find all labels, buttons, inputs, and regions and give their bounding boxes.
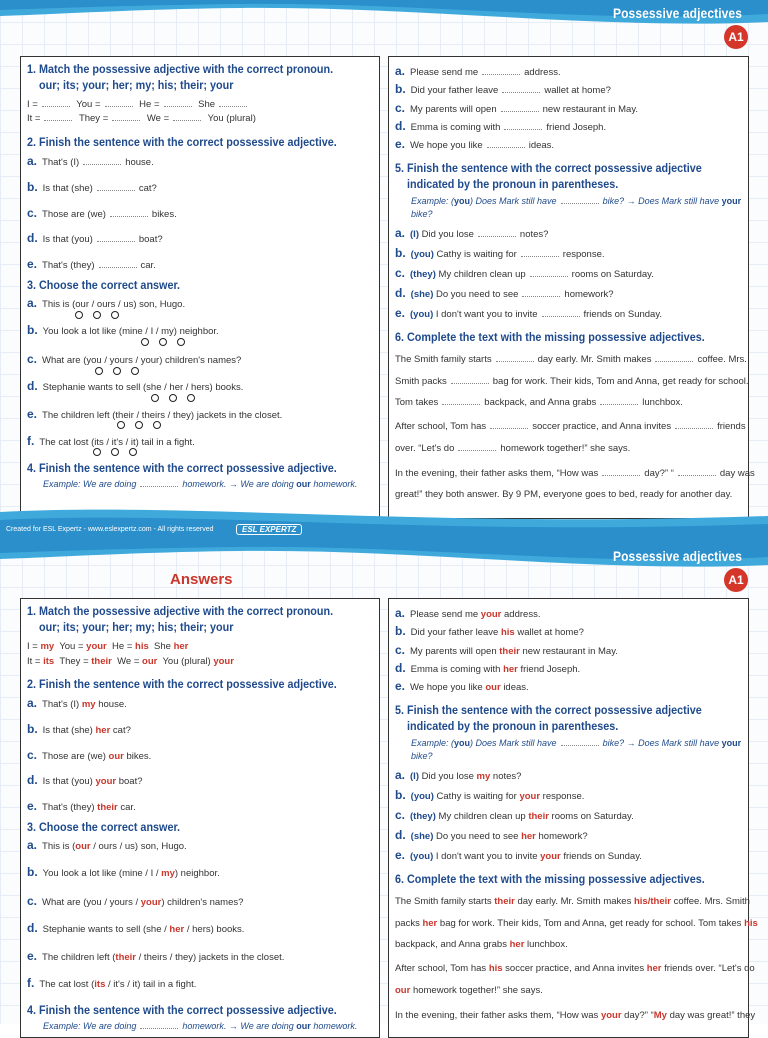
level-badge: A1 — [724, 25, 748, 49]
q5-answer-a: a. (I) Did you lose my notes? — [395, 768, 522, 782]
q2-item-d: d. Is that (you) boat? — [27, 231, 163, 245]
q6-text-line: In the evening, their father asks them, “How was day?” “ day was — [395, 468, 755, 479]
q5-item-d: d. (she) Do you need to see homework? — [395, 286, 614, 300]
q1-heading: 1. Match the possessive adjective with the correct pronoun. — [27, 604, 334, 618]
q6-answer-line: The Smith family starts their day early. Mr. Smith makes his/their coffee. Mrs. Smith — [395, 896, 750, 907]
option-radio[interactable] — [95, 367, 103, 375]
q5-heading-line2: indicated by the pronoun in parentheses. — [407, 719, 619, 733]
q6-text-line: Tom takes backpack, and Anna grabs lunchbox. — [395, 397, 683, 408]
option-radio[interactable] — [169, 394, 177, 402]
q3-item-c: c. What are (you / yours / your) children's names? — [27, 352, 242, 366]
q3-options-f — [93, 448, 137, 456]
q4-heading: 4. Finish the sentence with the correct possessive adjective. — [27, 1003, 337, 1017]
exercise-panel-right — [388, 56, 755, 519]
q3-answer-c: c. What are (you / yours / your) children's names? — [27, 894, 244, 908]
q4-item-e: e. We hope you like ideas. — [395, 137, 555, 151]
q3-answer-d: d. Stephanie wants to sell (she / her / hers) books. — [27, 921, 245, 935]
q2-item-b: b. Is that (she) cat? — [27, 180, 157, 194]
q2-item-e: e. That's (they) car. — [27, 257, 156, 271]
q3-item-f: f. The cat lost (its / it's / it) tail in a fight. — [27, 434, 195, 448]
q6-heading: 6. Complete the text with the missing possessive adjectives. — [395, 330, 705, 344]
option-radio[interactable] — [111, 448, 119, 456]
q6-answer-line: After school, Tom has his soccer practice, and Anna invites her friends over. “Let's do — [395, 963, 755, 974]
option-radio[interactable] — [151, 394, 159, 402]
q5-example-end: bike? — [411, 209, 433, 219]
q6-answer-line: In the evening, their father asks them, “How was your day?” “My day was great!” they — [395, 1010, 756, 1021]
q3-answer-f: f. The cat lost (its / it's / it) tail in a fight. — [27, 976, 197, 990]
option-radio[interactable] — [153, 421, 161, 429]
q4-answer-a: a. Please send me your address. — [395, 606, 541, 620]
q6-text-line: over. “Let's do homework together!” she says. — [395, 443, 631, 454]
option-radio[interactable] — [131, 367, 139, 375]
q5-item-c: c. (they) My children clean up rooms on Saturday. — [395, 266, 654, 280]
q5-heading: 5. Finish the sentence with the correct possessive adjective — [395, 703, 702, 717]
answers-sheet — [0, 543, 768, 1031]
q4-example: Example: We are doing homework. → We are doing our homework. — [43, 479, 358, 489]
q1-answer-row-2: It = its They = their We = our You (plural) your — [27, 656, 234, 667]
option-radio[interactable] — [129, 448, 137, 456]
q5-heading-line2: indicated by the pronoun in parentheses. — [407, 177, 619, 191]
q4-answer-b: b. Did your father leave his wallet at home? — [395, 624, 584, 638]
option-radio[interactable] — [159, 338, 167, 346]
q2-item-c: c. Those are (we) bikes. — [27, 206, 177, 220]
answers-panel-right — [388, 598, 758, 1038]
q2-heading: 2. Finish the sentence with the correct possessive adjective. — [27, 135, 337, 149]
q4-example: Example: We are doing homework. → We are doing our homework. — [43, 1021, 358, 1031]
footer-logo: ESL EXPERTZ — [236, 524, 302, 535]
q5-example: Example: (you) Does Mark still have bike? → Does Mark still have your — [411, 738, 742, 748]
q6-heading: 6. Complete the text with the missing possessive adjectives. — [395, 872, 705, 886]
q6-answer-line: our homework together!” she says. — [395, 985, 543, 996]
q5-answer-b: b. (you) Cathy is waiting for your response. — [395, 788, 585, 802]
q1-word-bank: our; its; your; her; my; his; their; your — [39, 620, 234, 634]
q4-item-d: d. Emma is coming with friend Joseph. — [395, 119, 607, 133]
q5-heading: 5. Finish the sentence with the correct possessive adjective — [395, 161, 702, 175]
q6-text-line: The Smith family starts day early. Mr. Smith makes coffee. Mrs. — [395, 354, 747, 365]
q3-options-b — [141, 338, 185, 346]
option-radio[interactable] — [111, 311, 119, 319]
q3-options-a — [75, 311, 119, 319]
q3-item-e: e. The children left (their / theirs / they) jackets in the closet. — [27, 407, 283, 421]
q1-row-1: I = You = He = She — [27, 99, 251, 110]
q5-example: Example: (you) Does Mark still have bike? → Does Mark still have your — [411, 196, 742, 206]
option-radio[interactable] — [187, 394, 195, 402]
q5-answer-d: d. (she) Do you need to see her homework? — [395, 828, 588, 842]
answers-panel-left — [20, 598, 380, 1038]
q2-heading: 2. Finish the sentence with the correct possessive adjective. — [27, 677, 337, 691]
q5-example-end: bike? — [411, 751, 433, 761]
q6-text-line: great!” they both answer. By 9 PM, everyone goes to bed, ready for another day. — [395, 489, 733, 500]
q3-options-d — [151, 394, 195, 402]
q2-answer-a: a. That's (I) my house. — [27, 696, 127, 710]
q3-heading: 3. Choose the correct answer. — [27, 278, 181, 292]
option-radio[interactable] — [75, 311, 83, 319]
q4-item-b: b. Did your father leave wallet at home? — [395, 82, 611, 96]
q4-answer-c: c. My parents will open their new restaurant in May. — [395, 643, 618, 657]
exercise-panel-left — [20, 56, 380, 519]
option-radio[interactable] — [135, 421, 143, 429]
q6-text-line: After school, Tom has soccer practice, and Anna invites friends — [395, 421, 746, 432]
q4-answer-d: d. Emma is coming with her friend Joseph. — [395, 661, 581, 675]
option-radio[interactable] — [141, 338, 149, 346]
q2-answer-c: c. Those are (we) our bikes. — [27, 748, 152, 762]
q3-item-d: d. Stephanie wants to sell (she / her / hers) books. — [27, 379, 244, 393]
q5-item-b: b. (you) Cathy is waiting for response. — [395, 246, 605, 260]
q2-answer-e: e. That's (they) their car. — [27, 799, 136, 813]
q1-answer-row-1: I = my You = your He = his She her — [27, 641, 189, 652]
q2-item-a: a. That's (I) house. — [27, 154, 154, 168]
footer-credit: Created for ESL Expertz - www.eslexpertz.com - All rights reserved — [6, 526, 214, 533]
q1-heading: 1. Match the possessive adjective with the correct pronoun. — [27, 62, 334, 76]
q4-heading: 4. Finish the sentence with the correct possessive adjective. — [27, 461, 337, 475]
level-badge: A1 — [724, 568, 748, 592]
q3-answer-e: e. The children left (their / theirs / they) jackets in the closet. — [27, 949, 285, 963]
option-radio[interactable] — [177, 338, 185, 346]
q3-item-b: b. You look a lot like (mine / I / my) neighbor. — [27, 323, 219, 337]
q5-item-a: a. (I) Did you lose notes? — [395, 226, 549, 240]
q2-answer-d: d. Is that (you) your boat? — [27, 773, 143, 787]
q4-item-c: c. My parents will open new restaurant in May. — [395, 101, 639, 115]
q4-item-a: a. Please send me address. — [395, 64, 561, 78]
q3-heading: 3. Choose the correct answer. — [27, 820, 181, 834]
option-radio[interactable] — [93, 448, 101, 456]
q6-text-line: Smith packs bag for work. Their kids, Tom and Anna, get ready for school. — [395, 376, 749, 387]
q6-answer-line: backpack, and Anna grabs her lunchbox. — [395, 939, 568, 950]
q6-answer-line: packs her bag for work. Their kids, Tom and Anna, get ready for school. Tom takes his — [395, 918, 758, 929]
q3-answer-a: a. This is (our / ours / us) son, Hugo. — [27, 838, 187, 852]
q3-options-e — [117, 421, 161, 429]
footer-wave — [0, 502, 768, 543]
q5-item-e: e. (you) I don't want you to invite friends on Sunday. — [395, 306, 663, 320]
option-radio[interactable] — [117, 421, 125, 429]
q4-answer-e: e. We hope you like our ideas. — [395, 679, 529, 693]
q5-answer-c: c. (they) My children clean up their rooms on Saturday. — [395, 808, 634, 822]
q3-answer-b: b. You look a lot like (mine / I / my) neighbor. — [27, 865, 220, 879]
q1-word-bank: our; its; your; her; my; his; their; your — [39, 78, 234, 92]
q5-answer-e: e. (you) I don't want you to invite your friends on Sunday. — [395, 848, 642, 862]
answers-title: Answers — [170, 571, 233, 588]
option-radio[interactable] — [93, 311, 101, 319]
topic-title: Possessive adjectives — [613, 548, 742, 564]
q3-item-a: a. This is (our / ours / us) son, Hugo. — [27, 296, 186, 310]
topic-title: Possessive adjectives — [613, 5, 742, 21]
q1-row-2: It = They = We = You (plural) — [27, 113, 256, 124]
q3-options-c — [95, 367, 139, 375]
option-radio[interactable] — [113, 367, 121, 375]
q2-answer-b: b. Is that (she) her cat? — [27, 722, 131, 736]
